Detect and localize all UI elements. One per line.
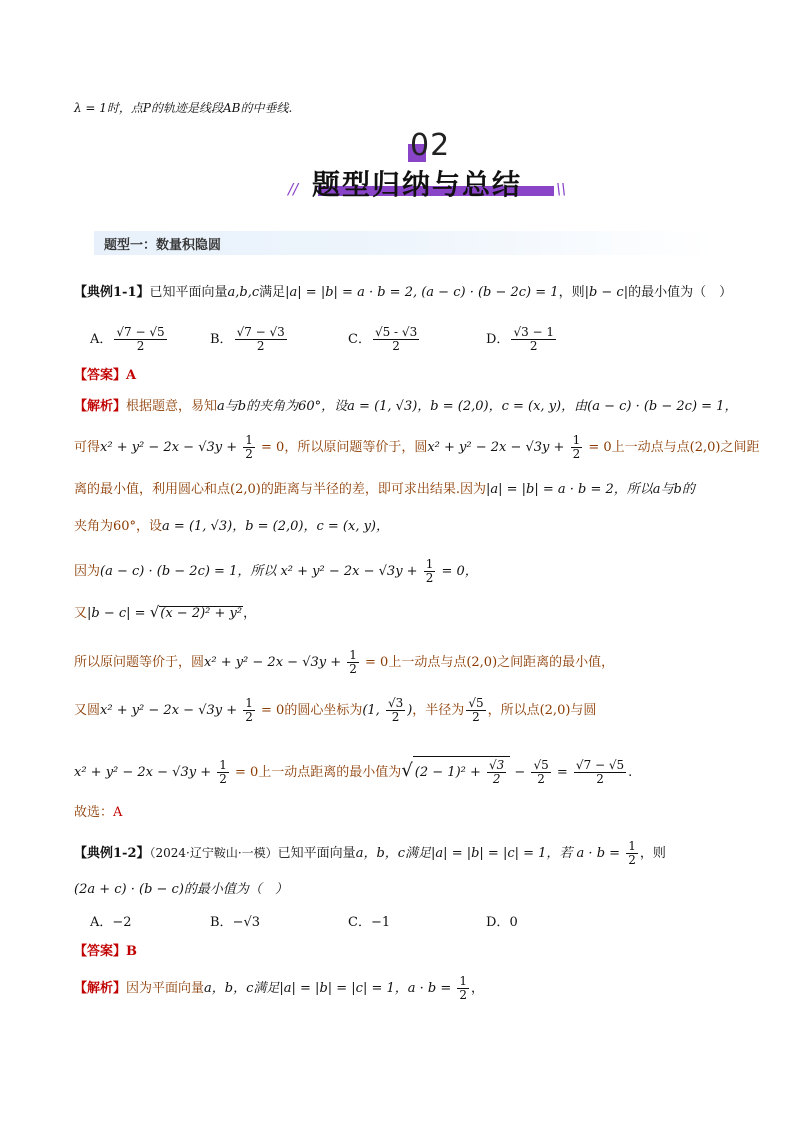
ex1-analysis-line-4 bbox=[74, 517, 389, 537]
math: a，b，c满足 bbox=[204, 981, 280, 996]
ex2-condition: |a| = |b| = |c| = 1，若 a · b = bbox=[431, 846, 625, 861]
ex1-stem-c: ，则 bbox=[558, 285, 585, 300]
frac-den: 2 bbox=[572, 447, 581, 461]
text: = 0，所以原问题等价于，圆 bbox=[256, 440, 428, 455]
option-den: 2 bbox=[392, 339, 400, 353]
answer-value: B bbox=[126, 944, 138, 959]
text: = 0上一动点与点(2,0)之间距 bbox=[584, 440, 760, 455]
type-heading bbox=[94, 231, 714, 255]
ex1-stem-b: 满足 bbox=[259, 285, 286, 300]
text: 又 bbox=[74, 606, 88, 621]
option-value: −√3 bbox=[232, 915, 261, 930]
analysis-tag: 【解析】 bbox=[74, 399, 127, 414]
option-den: 2 bbox=[529, 339, 538, 353]
frac-den: 2 bbox=[245, 447, 253, 461]
option-num: √3 − 1 bbox=[513, 325, 555, 339]
math: = 0， bbox=[437, 564, 478, 579]
text: 因为平面向量 bbox=[126, 981, 205, 996]
ex1-answer bbox=[74, 366, 136, 386]
frac-num: 1 bbox=[572, 433, 581, 447]
frac-num: √5 bbox=[468, 696, 484, 710]
ex1-analysis-line-8 bbox=[74, 697, 596, 724]
choose-value: A bbox=[113, 805, 123, 820]
ex2-option-b[interactable] bbox=[210, 913, 260, 933]
ex1-analysis-line-7 bbox=[74, 649, 614, 676]
ex1-analysis-line-1 bbox=[74, 397, 737, 417]
frac-num: 1 bbox=[628, 839, 636, 853]
ex2-stem bbox=[74, 840, 666, 867]
math: x² + y² − 2x − √3y + bbox=[74, 765, 216, 780]
answer-tag: 【答案】 bbox=[74, 368, 127, 383]
ex2-stem-a: 已知平面向量 bbox=[277, 846, 356, 861]
ex2-stem-line-2: (2a + c) · (b − c)的最小值为（ ） bbox=[74, 882, 288, 897]
text: ，半径为 bbox=[412, 703, 465, 718]
frac-num: 1 bbox=[425, 557, 434, 571]
frac-num: 1 bbox=[219, 758, 227, 772]
ex1-stem-d: 的最小值为（ ） bbox=[628, 285, 733, 300]
type-heading-text: 题型一：数量积隐圆 bbox=[104, 238, 222, 253]
math: ， bbox=[471, 981, 485, 996]
math: (1, bbox=[362, 703, 384, 718]
option-value: 0 bbox=[509, 915, 518, 930]
math: = bbox=[552, 765, 572, 780]
ex1-stem-a: 已知平面向量 bbox=[149, 285, 228, 300]
frac-den: 2 bbox=[537, 772, 545, 786]
frac-den: 2 bbox=[596, 772, 604, 786]
slash-left: // bbox=[288, 180, 299, 198]
ex1-target: |b − c| bbox=[584, 285, 629, 300]
math: |a| = |b| = |c| = 1，a · b = bbox=[279, 981, 456, 996]
ex2-answer bbox=[74, 942, 137, 962]
ex2-stem-c: ，则 bbox=[639, 846, 666, 861]
text: 所以原问题等价于，圆 bbox=[74, 655, 205, 670]
option-num: √7 − √5 bbox=[116, 325, 165, 339]
ex1-option-c[interactable] bbox=[348, 326, 421, 353]
frac-den: 2 bbox=[628, 853, 636, 867]
frac-num: √5 bbox=[533, 758, 549, 772]
ex1-condition: |a| = |b| = a · b = 2, (a − c) · (b − 2c) = 1 bbox=[285, 285, 559, 300]
option-label: B． bbox=[210, 332, 233, 347]
math: |b − c| = bbox=[87, 606, 150, 621]
frac-den: 2 bbox=[219, 772, 227, 786]
option-label: C． bbox=[348, 332, 371, 347]
ex2-source: （2024·辽宁鞍山·一模） bbox=[149, 846, 278, 860]
option-label: A． bbox=[90, 332, 113, 347]
analysis-tag: 【解析】 bbox=[74, 981, 127, 996]
math: . bbox=[628, 765, 633, 780]
math: − bbox=[510, 765, 530, 780]
option-label: D． bbox=[486, 915, 510, 930]
ex1-analysis-line-3 bbox=[74, 480, 695, 500]
ex1-stem bbox=[74, 283, 732, 303]
option-den: 2 bbox=[136, 339, 145, 353]
math: x² + y² − 2x − √3y + bbox=[100, 703, 242, 718]
answer-value: A bbox=[126, 368, 137, 383]
answer-tag: 【答案】 bbox=[74, 944, 127, 959]
option-label: C． bbox=[348, 915, 371, 930]
frac-den: 2 bbox=[425, 571, 434, 585]
frac-den: 2 bbox=[459, 988, 468, 1002]
math: x² + y² − 2x − √3y + bbox=[427, 440, 569, 455]
text: 因为 bbox=[74, 564, 101, 579]
option-value: −2 bbox=[112, 915, 132, 930]
slash-right: \\ bbox=[556, 180, 567, 198]
intro-line: λ = 1时，点P的轨迹是线段AB的中垂线. bbox=[74, 101, 293, 115]
math: ， bbox=[243, 606, 257, 621]
choose-tag: 故选： bbox=[74, 805, 114, 820]
option-num: √5 - √3 bbox=[374, 325, 418, 339]
text: 根据题意，易知 bbox=[126, 399, 218, 414]
math: (2 − 1)² + bbox=[414, 765, 486, 780]
option-num: √7 − √3 bbox=[236, 325, 285, 339]
ex2-stem-b: a，b，c满足 bbox=[355, 846, 432, 861]
frac-den: 2 bbox=[245, 710, 253, 724]
math: x² + y² − 2x − √3y + bbox=[204, 655, 346, 670]
frac-den: 2 bbox=[391, 710, 400, 724]
math: (x − 2)² + y² bbox=[160, 606, 243, 621]
text: 离的最小值，利用圆心和点(2,0)的距离与半径的差，即可求出结果.因为 bbox=[74, 482, 486, 497]
frac-num: 1 bbox=[245, 433, 253, 447]
ex1-tag: 【典例1-1】 bbox=[74, 285, 150, 300]
section-title: 题型归纳与总结 bbox=[312, 168, 523, 201]
option-label: A． bbox=[90, 915, 113, 930]
math: a = (1, √3)，b = (2,0)，c = (x, y)，由(a − c) · (b − 2c) = 1， bbox=[347, 399, 738, 414]
math: (a − c) · (b − 2c) = 1，所以 x² + y² − 2x − √3y + bbox=[100, 564, 422, 579]
frac-den: 2 bbox=[349, 662, 357, 676]
option-label: D． bbox=[486, 332, 510, 347]
text: = 0的圆心坐标为 bbox=[256, 703, 363, 718]
frac-num: 1 bbox=[349, 648, 357, 662]
text: 又圆 bbox=[74, 703, 101, 718]
ex2-option-d[interactable] bbox=[486, 913, 518, 933]
ex1-analysis-line-2 bbox=[74, 434, 759, 461]
frac-num: √3 bbox=[387, 696, 404, 710]
ex1-analysis-line-6: 又|b − c| = √(x − 2)² + y²， bbox=[74, 603, 257, 621]
ex1-option-b[interactable] bbox=[210, 326, 289, 353]
frac-num: 1 bbox=[245, 696, 253, 710]
frac-num: √3 bbox=[489, 758, 505, 772]
text: = 0上一动点距离的最小值为 bbox=[230, 765, 402, 780]
frac-num: √7 − √5 bbox=[575, 758, 625, 772]
ex1-analysis-line-5 bbox=[74, 558, 478, 585]
text: 可得 bbox=[74, 440, 101, 455]
math: |a| = |b| = a · b = 2，所以a与b的 bbox=[485, 482, 695, 497]
ex2-analysis-line-1 bbox=[74, 975, 484, 1002]
ex1-choose bbox=[74, 803, 122, 823]
ex1-option-a[interactable] bbox=[90, 326, 169, 353]
ex2-tag: 【典例1-2】 bbox=[74, 846, 150, 861]
text: = 0上一动点与点(2,0)之间距离的最小值， bbox=[360, 655, 615, 670]
option-den: 2 bbox=[256, 339, 265, 353]
option-value: −1 bbox=[370, 915, 391, 930]
ex2-option-c[interactable] bbox=[348, 913, 390, 933]
ex2-option-a[interactable] bbox=[90, 913, 132, 933]
ex1-vectors: a,b,c bbox=[227, 285, 260, 300]
ex1-analysis-line-9: x² + y² − 2x − √3y + $\frac{1}{2}$ = 0上一动点距离的最小值为√ (2 − 1)² + $\frac{√3}{2}$ − $\frac{√5}{2}$ = $\frac{√7 - √5}{2}$ . bbox=[74, 758, 633, 786]
math: a与b的夹角为60°，设 bbox=[217, 399, 348, 414]
section-number: 02 bbox=[410, 128, 451, 163]
text: ，所以点(2,0)与圆 bbox=[487, 703, 597, 718]
frac-den: 2 bbox=[492, 772, 501, 786]
math: ) bbox=[407, 703, 413, 718]
ex1-option-d[interactable] bbox=[486, 326, 558, 353]
option-label: B． bbox=[210, 915, 233, 930]
frac-den: 2 bbox=[472, 710, 480, 724]
frac-num: 1 bbox=[459, 974, 468, 988]
text: 夹角为60°，设 bbox=[74, 519, 163, 534]
math: x² + y² − 2x − √3y + bbox=[100, 440, 242, 455]
math: a = (1, √3)，b = (2,0)，c = (x, y)， bbox=[162, 519, 390, 534]
